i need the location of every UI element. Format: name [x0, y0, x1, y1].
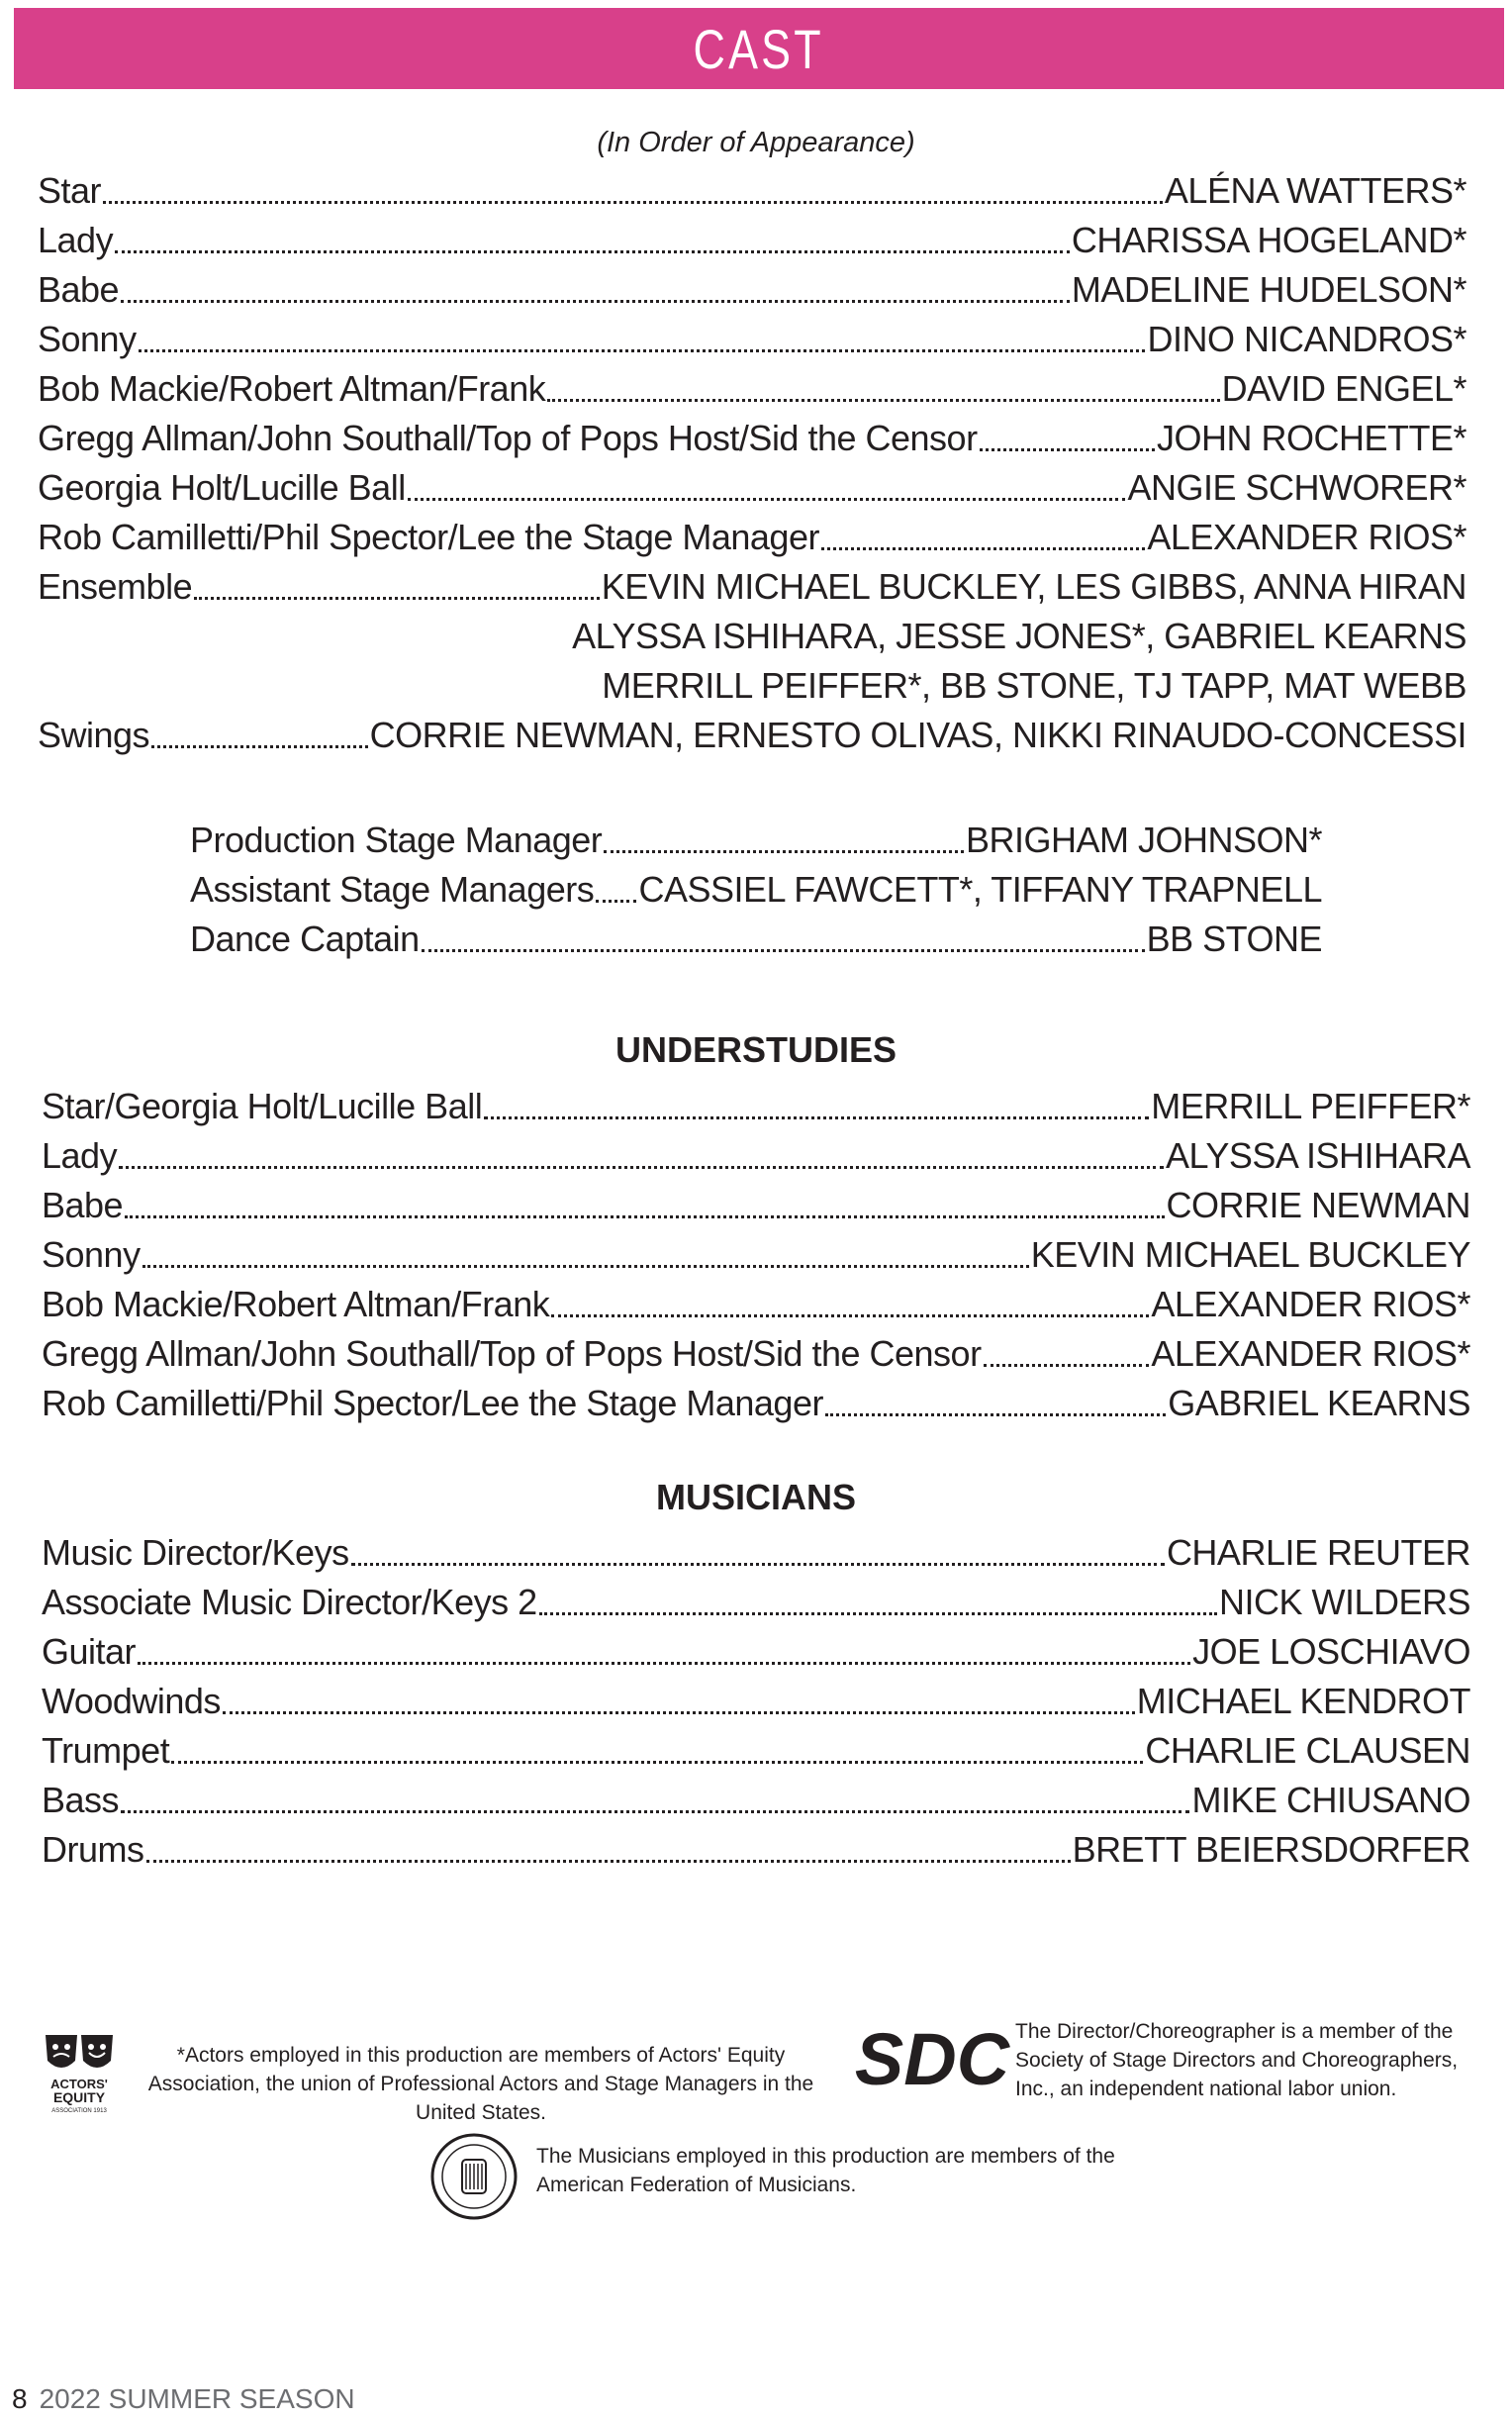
musicians-list — [42, 1528, 1470, 1875]
understudies-list — [42, 1082, 1470, 1428]
role-label: Babe — [42, 1185, 124, 1225]
role-label: Rob Camilletti/Phil Spector/Lee the Stage Manager — [38, 517, 819, 557]
cast-row — [38, 166, 1466, 216]
dot-leader — [484, 1116, 1149, 1119]
musician-name: JOE LOSCHIAVO — [1192, 1631, 1470, 1672]
musician-row — [42, 1677, 1470, 1726]
cast-row — [38, 216, 1466, 265]
dot-leader — [604, 850, 964, 853]
role-label: Gregg Allman/John Southall/Top of Pops Host/Sid the Censor — [42, 1333, 982, 1374]
musician-name: MICHAEL KENDROT — [1136, 1681, 1470, 1721]
afm-logo — [429, 2132, 519, 2221]
performer-name: CORRIE NEWMAN, ERNESTO OLIVAS, NIKKI RINAUDO-CONCESSI — [369, 715, 1466, 755]
cast-row — [38, 364, 1466, 414]
dot-leader — [138, 1662, 1190, 1665]
role-label: Lady — [42, 1135, 118, 1176]
dot-leader — [119, 1166, 1164, 1169]
musician-name: CHARLIE REUTER — [1166, 1532, 1470, 1573]
role-label: Rob Camilletti/Phil Spector/Lee the Stage Manager — [42, 1383, 823, 1423]
instrument-label: Drums — [42, 1829, 144, 1870]
cast-row — [38, 513, 1466, 562]
cast-list — [38, 166, 1466, 760]
page-title: CAST — [693, 17, 825, 80]
equity-logo-word2: EQUITY — [52, 2089, 106, 2105]
performer-name: ALÉNA WATTERS* — [1164, 170, 1466, 211]
cast-row — [38, 414, 1466, 463]
sdc-logo-letters: SDC — [854, 2018, 1010, 2100]
role-label: Babe — [38, 269, 120, 310]
dot-leader — [596, 900, 636, 903]
musician-row — [42, 1578, 1470, 1627]
instrument-label: Woodwinds — [42, 1681, 221, 1721]
musician-name: CHARLIE CLAUSEN — [1145, 1730, 1470, 1771]
dot-leader — [139, 349, 1146, 352]
understudies-heading: UNDERSTUDIES — [614, 1029, 898, 1070]
musician-row — [42, 1726, 1470, 1776]
role-label: Bob Mackie/Robert Altman/Frank — [38, 368, 546, 409]
dot-leader — [551, 1314, 1149, 1317]
dot-leader — [984, 1364, 1150, 1367]
performer-name: DINO NICANDROS* — [1147, 319, 1466, 359]
role-label: Sonny — [38, 319, 137, 359]
instrument-label: Associate Music Director/Keys 2 — [42, 1582, 537, 1622]
musician-row — [42, 1776, 1470, 1825]
theater-masks-icon — [42, 2031, 119, 2120]
equity-logo-word3: ASSOCIATION 1913 — [51, 2108, 107, 2114]
musician-row — [42, 1627, 1470, 1677]
understudy-row — [42, 1230, 1470, 1280]
performer-name: ALEXANDER RIOS* — [1147, 517, 1466, 557]
role-label: Sonny — [42, 1234, 141, 1275]
role-label: Star — [38, 170, 102, 211]
understudy-row — [42, 1329, 1470, 1379]
season-label: 2022 SUMMER SEASON — [39, 2383, 355, 2414]
cast-subtitle: (In Order of Appearance) — [597, 127, 915, 158]
crew-row — [190, 915, 1322, 964]
performer-name: MADELINE HUDELSON* — [1071, 269, 1466, 310]
role-label: Star/Georgia Holt/Lucille Ball — [42, 1086, 483, 1126]
understudy-row — [42, 1181, 1470, 1230]
understudy-row — [42, 1280, 1470, 1329]
crew-name: CASSIEL FAWCETT*, TIFFANY TRAPNELL — [638, 869, 1322, 910]
performer-name: KEVIN MICHAEL BUCKLEY, LES GIBBS, ANNA HIRAN — [601, 566, 1466, 607]
afm-seal-icon — [429, 2132, 519, 2221]
dot-leader — [151, 745, 368, 748]
musicians-heading: MUSICIANS — [655, 1477, 856, 1517]
sdc-logo-icon — [854, 2018, 1010, 2100]
understudy-row — [42, 1379, 1470, 1428]
understudy-row — [42, 1131, 1470, 1181]
musician-row — [42, 1528, 1470, 1578]
performer-name: ALEXANDER RIOS* — [1151, 1284, 1470, 1324]
role-label: Dance Captain — [190, 919, 420, 959]
role-label: Georgia Holt/Lucille Ball — [38, 467, 406, 508]
dot-leader — [121, 1810, 1189, 1813]
page-number: 8 — [12, 2383, 28, 2414]
equity-note: *Actors employed in this production are members of Actors' Equity Association, the union of Professional Actors and Stage Managers in the United States. — [147, 2044, 814, 2124]
dot-leader — [547, 399, 1219, 402]
dot-leader — [194, 597, 600, 600]
performer-name: DAVID ENGEL* — [1221, 368, 1466, 409]
instrument-label: Music Director/Keys — [42, 1532, 349, 1573]
role-label: Swings — [38, 715, 150, 755]
sdc-logo — [854, 2018, 1010, 2100]
dot-leader — [408, 498, 1126, 501]
dot-leader — [422, 949, 1145, 952]
performer-name: ALYSSA ISHIHARA — [1166, 1135, 1470, 1176]
performer-name: GABRIEL KEARNS — [1168, 1383, 1470, 1423]
cast-row — [38, 711, 1466, 760]
cast-row — [38, 463, 1466, 513]
dot-leader — [125, 1215, 1164, 1218]
musician-name: NICK WILDERS — [1218, 1582, 1470, 1622]
crew-row — [190, 816, 1322, 865]
musician-row — [42, 1825, 1470, 1875]
cast-row — [38, 315, 1466, 364]
crew-name: BRIGHAM JOHNSON* — [965, 820, 1322, 860]
instrument-label: Bass — [42, 1780, 120, 1820]
performer-name: KEVIN MICHAEL BUCKLEY — [1030, 1234, 1470, 1275]
cast-row — [38, 562, 1466, 612]
instrument-label: Guitar — [42, 1631, 137, 1672]
performer-name: ANGIE SCHWORER* — [1127, 467, 1466, 508]
crew-list — [190, 816, 1322, 964]
cast-banner — [14, 8, 1504, 89]
ensemble-continued: ALYSSA ISHIHARA, JESSE JONES*, GABRIEL KEARNS — [572, 616, 1466, 656]
sdc-note: The Director/Choreographer is a member of the Society of Stage Directors and Choreographers, Inc., an independent national labor union. — [1015, 2020, 1459, 2100]
understudy-row — [42, 1082, 1470, 1131]
crew-name: BB STONE — [1146, 919, 1322, 959]
dot-leader — [146, 1860, 1071, 1863]
ensemble-continued: MERRILL PEIFFER*, BB STONE, TJ TAPP, MAT WEBB — [602, 665, 1466, 706]
actors-equity-logo — [42, 2031, 119, 2120]
dot-leader — [539, 1612, 1217, 1615]
dot-leader — [142, 1265, 1029, 1268]
role-label: Production Stage Manager — [190, 820, 603, 860]
performer-name: MERRILL PEIFFER* — [1151, 1086, 1470, 1126]
performer-name: CHARISSA HOGELAND* — [1071, 220, 1466, 260]
performer-name: CORRIE NEWMAN — [1166, 1185, 1470, 1225]
role-label: Lady — [38, 220, 114, 260]
dot-leader — [171, 1761, 1143, 1764]
musician-name: MIKE CHIUSANO — [1191, 1780, 1470, 1820]
dot-leader — [980, 448, 1155, 451]
role-label: Gregg Allman/John Southall/Top of Pops Host/Sid the Censor — [38, 418, 978, 458]
performer-name: ALEXANDER RIOS* — [1151, 1333, 1470, 1374]
page-footer — [12, 2383, 355, 2415]
role-label: Bob Mackie/Robert Altman/Frank — [42, 1284, 550, 1324]
performer-name: JOHN ROCHETTE* — [1156, 418, 1466, 458]
dot-leader — [825, 1413, 1166, 1416]
dot-leader — [103, 201, 1163, 204]
dot-leader — [115, 250, 1070, 253]
crew-row — [190, 865, 1322, 915]
dot-leader — [121, 300, 1070, 303]
equity-logo-word1: ACTORS' — [50, 2077, 108, 2091]
role-label: Ensemble — [38, 566, 193, 607]
dot-leader — [223, 1711, 1135, 1714]
musician-name: BRETT BEIERSDORFER — [1072, 1829, 1470, 1870]
role-label: Assistant Stage Managers — [190, 869, 595, 910]
dot-leader — [351, 1563, 1165, 1566]
cast-row — [38, 265, 1466, 315]
dot-leader — [821, 547, 1145, 550]
instrument-label: Trumpet — [42, 1730, 170, 1771]
afm-note: The Musicians employed in this production are members of the American Federation of Musicians. — [536, 2145, 1115, 2196]
